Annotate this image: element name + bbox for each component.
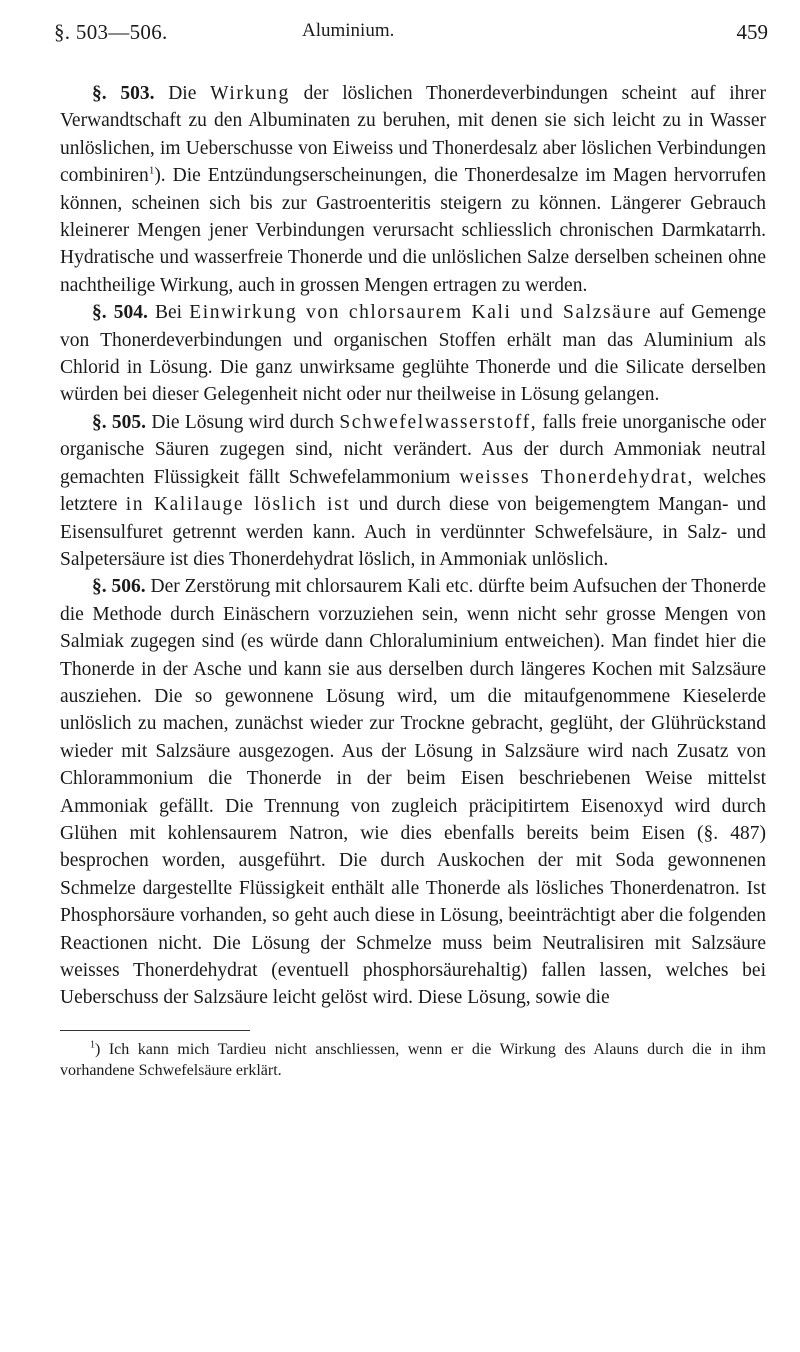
text-run: Die Lösung wird durch — [146, 411, 340, 433]
paragraph-506 — [60, 573, 766, 1012]
text-run: Der Zerstörung mit chlorsaurem Kali etc. dürfte beim Aufsuchen der Thonerde die Methode durch Einäschern vorzuziehen sein, wenn nicht sehr grosse Mengen von Salmiak zugegen sind (es würde dann Chloraluminium entweichen). Man findet hier die Thonerde in der Asche und kann sie aus derselben durch längeres Kochen mit Salzsäure ausziehen. Die so gewonnene Lösung wird, um die mitaufgenommene Kieselerde unlöslich zu machen, zunächst wieder zur Trockne gebracht, geglüht, der Glührückstand wieder mit Salzsäure ausgezogen. Aus der Lösung in Salzsäure wird nach Zusatz von Chlorammonium die Thonerde in der beim Eisen beschriebenen Weise mittelst Ammoniak gefällt. Die Trennung von zugleich präcipitirtem Eisenoxyd wird durch Glühen mit kohlensaurem Natron, wie dies ebenfalls bereits beim Eisen (§. 487) besprochen worden, ausgeführt. Die durch Auskochen der mit Soda gewonnenen Schmelze dargestellte Flüssigkeit enthält alle Thonerde als lösliches Thonerdenatron. Ist Phosphorsäure vorhanden, so geht auch diese in Lösung, beeinträchtigt aber die folgenden Reactionen nicht. Die Lösung der Schmelze muss beim Neutralisiren mit Salzsäure weisses Thonerdehydrat (eventuell phosphorsäurehaltig) fallen lassen, welches bei Ueberschuss der Salzsäure leicht gelöst wird. Diese Lösung, sowie die — [60, 576, 766, 1009]
spaced-emphasis: Einwirkung von chlorsaurem Kali und Salzsäure — [189, 302, 653, 324]
section-range: §. 503—506. — [54, 20, 168, 44]
footnote — [60, 1039, 766, 1081]
spaced-emphasis: Schwefelwasserstoff, — [339, 411, 538, 433]
spaced-emphasis: Wirkung — [210, 83, 290, 104]
text-run: auf Gemenge von Thonerdeverbindungen und organischen Stoffen erhält man das Aluminium als Chlorid in Lösung. Die ganz unwirksame geglühte Thonerde und die Silicate derselben würden bei dieser Gelegenheit nicht oder nur theilweise in Lösung gelangen. — [60, 302, 766, 406]
body-text — [60, 80, 766, 1012]
section-number: §. 504. — [92, 302, 148, 324]
text-run: Die — [154, 83, 211, 104]
spaced-emphasis: in Kalilauge löslich ist — [125, 494, 351, 516]
paragraph-505 — [60, 409, 766, 573]
running-header — [54, 18, 768, 54]
section-number: §. 503. — [92, 83, 155, 104]
section-number: §. 505. — [92, 411, 147, 433]
text-run: welches letztere — [60, 466, 767, 516]
footnote-rule — [60, 1030, 250, 1031]
footnote-reference: 1 — [148, 164, 155, 177]
footnote-marker: 1 — [90, 1039, 95, 1051]
paragraph-504 — [60, 299, 766, 409]
text-run: der löslichen Thonerdeverbindungen scheint auf ihrer Verwandtschaft zu den Albuminaten zu beruhen, mit denen sie sich leicht zu in Wasser unlöslichen, im Ueberschusse von Eiweiss und Thonerdesalz aber löslichen Verbindungen combiniren — [60, 83, 767, 187]
footnote-text: ) Ich kann mich Tardieu nicht anschliessen, wenn er die Wirkung des Alauns durch die in ihm vorhandene Schwefelsäure erklärt. — [60, 1040, 766, 1079]
section-number: §. 506. — [92, 576, 146, 598]
book-page — [54, 18, 768, 1081]
page-number: 459 — [736, 20, 768, 44]
running-title: Aluminium. — [302, 20, 395, 41]
text-run: Bei — [147, 302, 190, 324]
paragraph-503 — [60, 80, 766, 299]
text-run: und durch diese von beigemengtem Mangan- und Eisensulfuret getrennt werden kann. Auch in verdünnter Schwefelsäure, in Salz- und Salpetersäure ist dies Thonerdehydrat löslich, in Ammoniak unlöslich. — [60, 494, 766, 570]
text-run: falls freie unorganische oder organische Säuren zugegen sind, nicht verändert. Aus der durch Ammoniak neutral gemachten Flüssigkeit fällt Schwefelammonium — [60, 411, 766, 488]
text-run: ). Die Entzündungserscheinungen, die Thonerdesalze im Magen hervorrufen können, scheinen sich bis zur Gastroenteritis steigern zu können. Längerer Gebrauch kleinerer Mengen jener Verbindungen verursacht schliesslich chronischen Darmkatarrh. Hydratische und wasserfreie Thonerde und die unlöslichen Salze derselben scheinen ohne nachtheilige Wirkung, auch in grossen Mengen ertragen zu werden. — [60, 165, 766, 296]
spaced-emphasis: weisses Thonerdehydrat, — [459, 466, 695, 488]
